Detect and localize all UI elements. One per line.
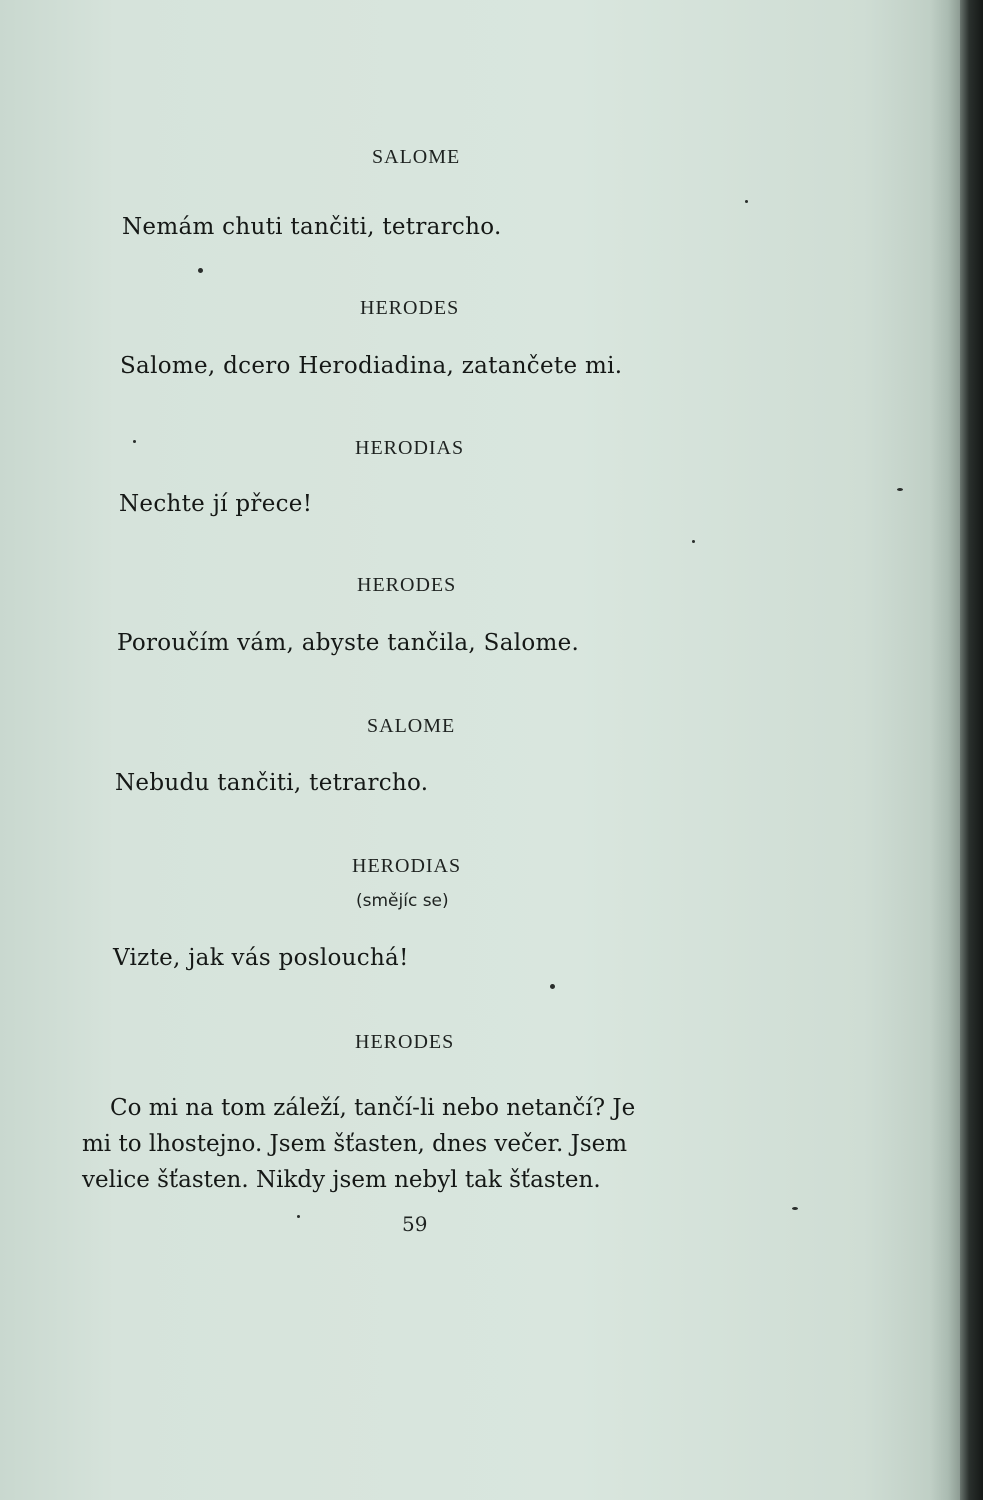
dialogue-line: Nemám chuti tančiti, tetrarcho. [122, 214, 502, 240]
dialogue-line: mi to lhostejno. Jsem šťasten, dnes večer. Jsem [82, 1131, 628, 1157]
dialogue-line: Nebudu tančiti, tetrarcho. [115, 770, 429, 796]
speaker-name: HERODIAS [352, 855, 462, 877]
paper-speck [745, 200, 748, 203]
speaker-name: SALOME [372, 146, 461, 168]
dialogue-line: Co mi na tom záleží, tančí-li nebo netančí? Je [110, 1095, 636, 1121]
speaker-name: HERODES [360, 297, 460, 319]
paper-speck [792, 1207, 798, 1210]
page-number: 59 [402, 1212, 428, 1236]
dialogue-line: Poroučím vám, abyste tančila, Salome. [117, 630, 580, 656]
paper-speck [550, 984, 555, 989]
dialogue-line: Vizte, jak vás poslouchá! [113, 945, 409, 971]
speaker-name: SALOME [367, 715, 456, 737]
paper-speck [897, 488, 903, 491]
paper-speck [692, 540, 695, 543]
speaker-name: HERODES [355, 1031, 455, 1053]
book-spine [960, 0, 983, 1500]
dialogue-line: velice šťasten. Nikdy jsem nebyl tak šťasten. [82, 1167, 601, 1193]
speaker-name: HERODIAS [355, 437, 465, 459]
dialogue-line: Salome, dcero Herodiadina, zatančete mi. [120, 353, 623, 379]
page-edge-shadow [930, 0, 960, 1500]
dialogue-paragraph [82, 1090, 767, 1198]
dialogue-line: Nechte jí přece! [119, 491, 313, 517]
paper-speck [297, 1215, 300, 1218]
paper-speck [133, 440, 136, 443]
paper-speck [198, 268, 203, 273]
speaker-name: HERODES [357, 574, 457, 596]
stage-direction: (smějíc se) [356, 891, 449, 911]
